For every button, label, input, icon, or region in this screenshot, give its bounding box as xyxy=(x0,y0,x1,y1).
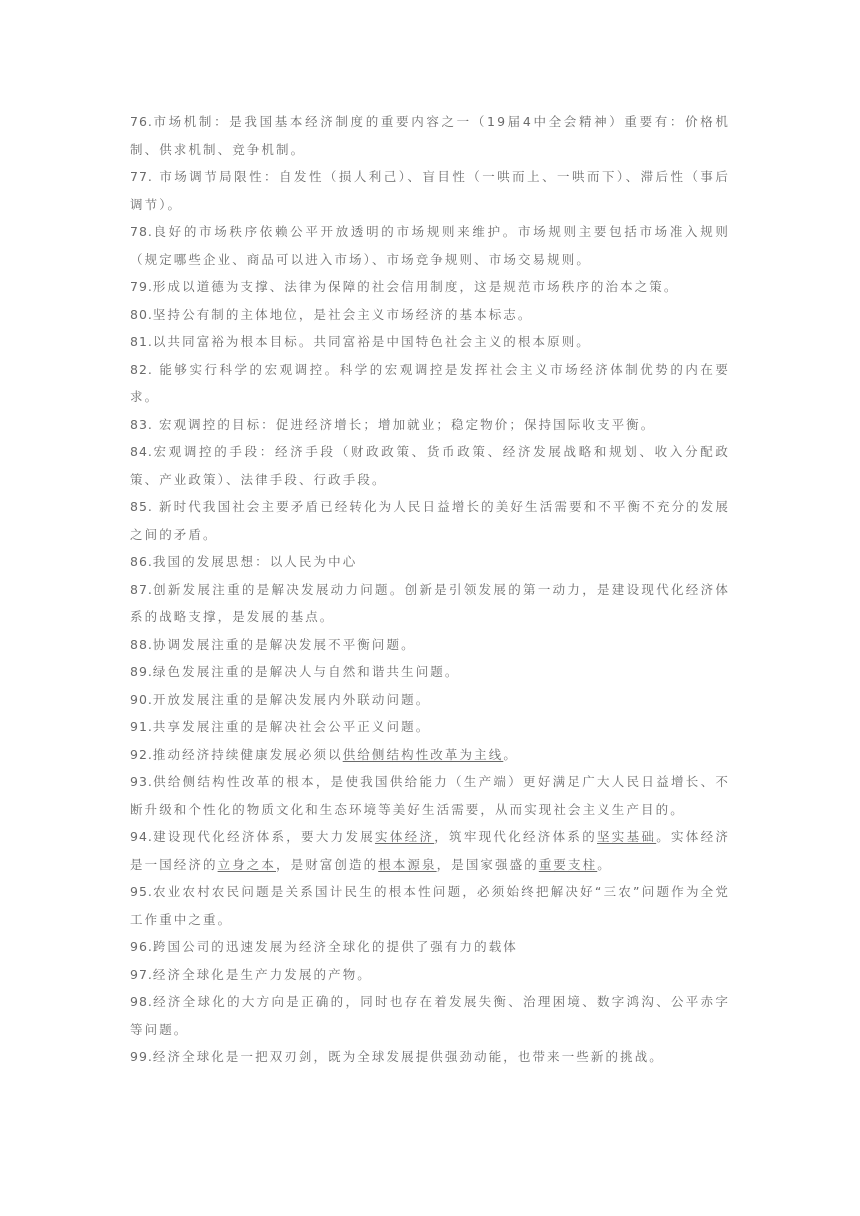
item-number: 95. xyxy=(130,884,153,899)
list-item xyxy=(130,328,730,356)
item-text: 宏观调控的目标：促进经济增长；增加就业；稳定物价；保持国际收支平衡。 xyxy=(152,416,656,432)
item-number: 78. xyxy=(130,224,153,239)
list-item xyxy=(130,273,730,301)
list-item xyxy=(130,493,730,548)
item-number: 93. xyxy=(130,774,153,789)
list-item xyxy=(130,933,730,961)
item-number: 85. xyxy=(130,499,153,514)
list-item xyxy=(130,356,730,411)
list-item xyxy=(130,878,730,933)
list-item xyxy=(130,548,730,576)
item-text: ，筑牢现代化经济体系的 xyxy=(434,829,597,844)
item-text: 绿色发展注重的是解决人与自然和谐共生问题。 xyxy=(152,664,460,679)
list-item xyxy=(130,301,730,329)
item-number: 77. xyxy=(130,169,153,184)
item-text: 推动经济持续健康发展必须以 xyxy=(152,746,343,762)
item-text: 宏观调控的手段：经济手段（财政政策、货币政策、经济发展战略和规划、收入分配政策、产业政策）、法律手段、行政手段。 xyxy=(130,444,730,487)
item-number: 80. xyxy=(130,306,153,322)
underlined-key-phrase: 坚实基础 xyxy=(597,829,657,844)
item-text: 经济全球化的大方向是正确的，同时也存在着发展失衡、治理困境、数字鸿沟、公平赤字等问题。 xyxy=(130,994,730,1037)
list-item xyxy=(130,768,730,823)
list-item xyxy=(130,163,730,218)
item-number: 89. xyxy=(130,664,153,679)
item-text: 以共同富裕为根本目标。共同富裕是中国特色社会主义的根本原则。 xyxy=(152,334,591,349)
list-item xyxy=(130,658,730,686)
underlined-key-phrase: 重要支柱 xyxy=(538,856,598,872)
item-text: ，是财富创造的 xyxy=(276,856,379,872)
item-text: ，是国家强盛的 xyxy=(436,856,539,872)
item-text: 市场调节局限性：自发性（损人利己）、盲目性（一哄而上、一哄而下）、滞后性（事后调节）。 xyxy=(130,169,730,212)
list-item xyxy=(130,411,730,439)
item-text: 能够实行科学的宏观调控。科学的宏观调控是发挥社会主义市场经济体制优势的内在要求。 xyxy=(130,361,730,404)
underlined-key-phrase: 立身之本 xyxy=(217,856,277,872)
item-number: 94. xyxy=(130,829,153,844)
item-number: 84. xyxy=(130,444,153,459)
item-number: 88. xyxy=(130,636,153,652)
document-body xyxy=(130,108,730,1071)
item-number: 87. xyxy=(130,581,153,597)
item-number: 91. xyxy=(130,719,153,734)
item-text: 经济全球化是生产力发展的产物。 xyxy=(152,966,372,982)
list-item xyxy=(130,631,730,659)
item-text: 。 xyxy=(597,856,612,872)
list-item xyxy=(130,741,730,769)
item-text: 市场机制：是我国基本经济制度的重要内容之一（19届4中全会精神）重要有：价格机制、供求机制、竞争机制。 xyxy=(130,114,730,157)
item-number: 83. xyxy=(130,416,153,432)
list-item xyxy=(130,218,730,273)
underlined-key-phrase: 根本源泉 xyxy=(378,856,437,872)
item-text: 开放发展注重的是解决发展内外联动问题。 xyxy=(152,691,431,707)
list-item xyxy=(130,438,730,493)
item-text: 形成以道德为支撑、法律为保障的社会信用制度，这是规范市场秩序的治本之策。 xyxy=(152,279,679,294)
item-text: 经济全球化是一把双刃剑，既为全球发展提供强劲动能，也带来一些新的挑战。 xyxy=(152,1049,664,1064)
item-text: 新时代我国社会主要矛盾已经转化为人民日益增长的美好生活需要和不平衡不充分的发展之间的矛盾。 xyxy=(130,499,730,542)
item-text: 良好的市场秩序依赖公平开放透明的市场规则来维护。市场规则主要包括市场准入规则（规定哪些企业、商品可以进入市场）、市场竞争规则、市场交易规则。 xyxy=(130,224,730,267)
list-item xyxy=(130,988,730,1043)
underlined-key-phrase: 供给侧结构性改革为主线 xyxy=(342,746,504,762)
item-number: 81. xyxy=(130,334,153,349)
item-number: 90. xyxy=(130,691,153,707)
underlined-key-phrase: 实体经济 xyxy=(375,829,435,844)
item-number: 79. xyxy=(130,279,153,294)
item-text: 创新发展注重的是解决发展动力问题。创新是引领发展的第一动力，是建设现代化经济体系的战略支撑，是发展的基点。 xyxy=(130,581,730,624)
list-item xyxy=(130,823,730,878)
item-number: 86. xyxy=(130,554,153,569)
item-text: 跨国公司的迅速发展为经济全球化的提供了强有力的载体 xyxy=(152,939,518,954)
item-text: 共享发展注重的是解决社会公平正义问题。 xyxy=(152,719,431,734)
item-number: 92. xyxy=(130,746,153,762)
list-item xyxy=(130,686,730,714)
list-item xyxy=(130,1043,730,1071)
item-text: 协调发展注重的是解决发展不平衡问题。 xyxy=(152,636,416,652)
item-text: 坚持公有制的主体地位，是社会主义市场经济的基本标志。 xyxy=(152,306,533,322)
list-item xyxy=(130,961,730,989)
list-item xyxy=(130,576,730,631)
item-number: 96. xyxy=(130,939,153,954)
item-text: 供给侧结构性改革的根本，是使我国供给能力（生产端）更好满足广大人民日益增长、不断升级和个性化的物质文化和生态环境等美好生活需要，从而实现社会主义生产目的。 xyxy=(130,774,730,817)
item-number: 97. xyxy=(130,966,153,982)
list-item xyxy=(130,713,730,741)
item-number: 99. xyxy=(130,1049,153,1064)
item-text: 。 xyxy=(503,746,518,762)
item-text: 农业农村农民问题是关系国计民生的根本性问题，必须始终把解决好“三农”问题作为全党工作重中之重。 xyxy=(130,884,730,927)
list-item xyxy=(130,108,730,163)
item-text: 我国的发展思想：以人民为中心 xyxy=(152,554,358,569)
item-text: 。实体经济是一国经济的 xyxy=(130,829,730,872)
item-number: 98. xyxy=(130,994,153,1009)
item-number: 82. xyxy=(130,361,153,377)
item-number: 76. xyxy=(130,114,153,129)
item-text: 建设现代化经济体系，要大力发展 xyxy=(152,829,376,844)
